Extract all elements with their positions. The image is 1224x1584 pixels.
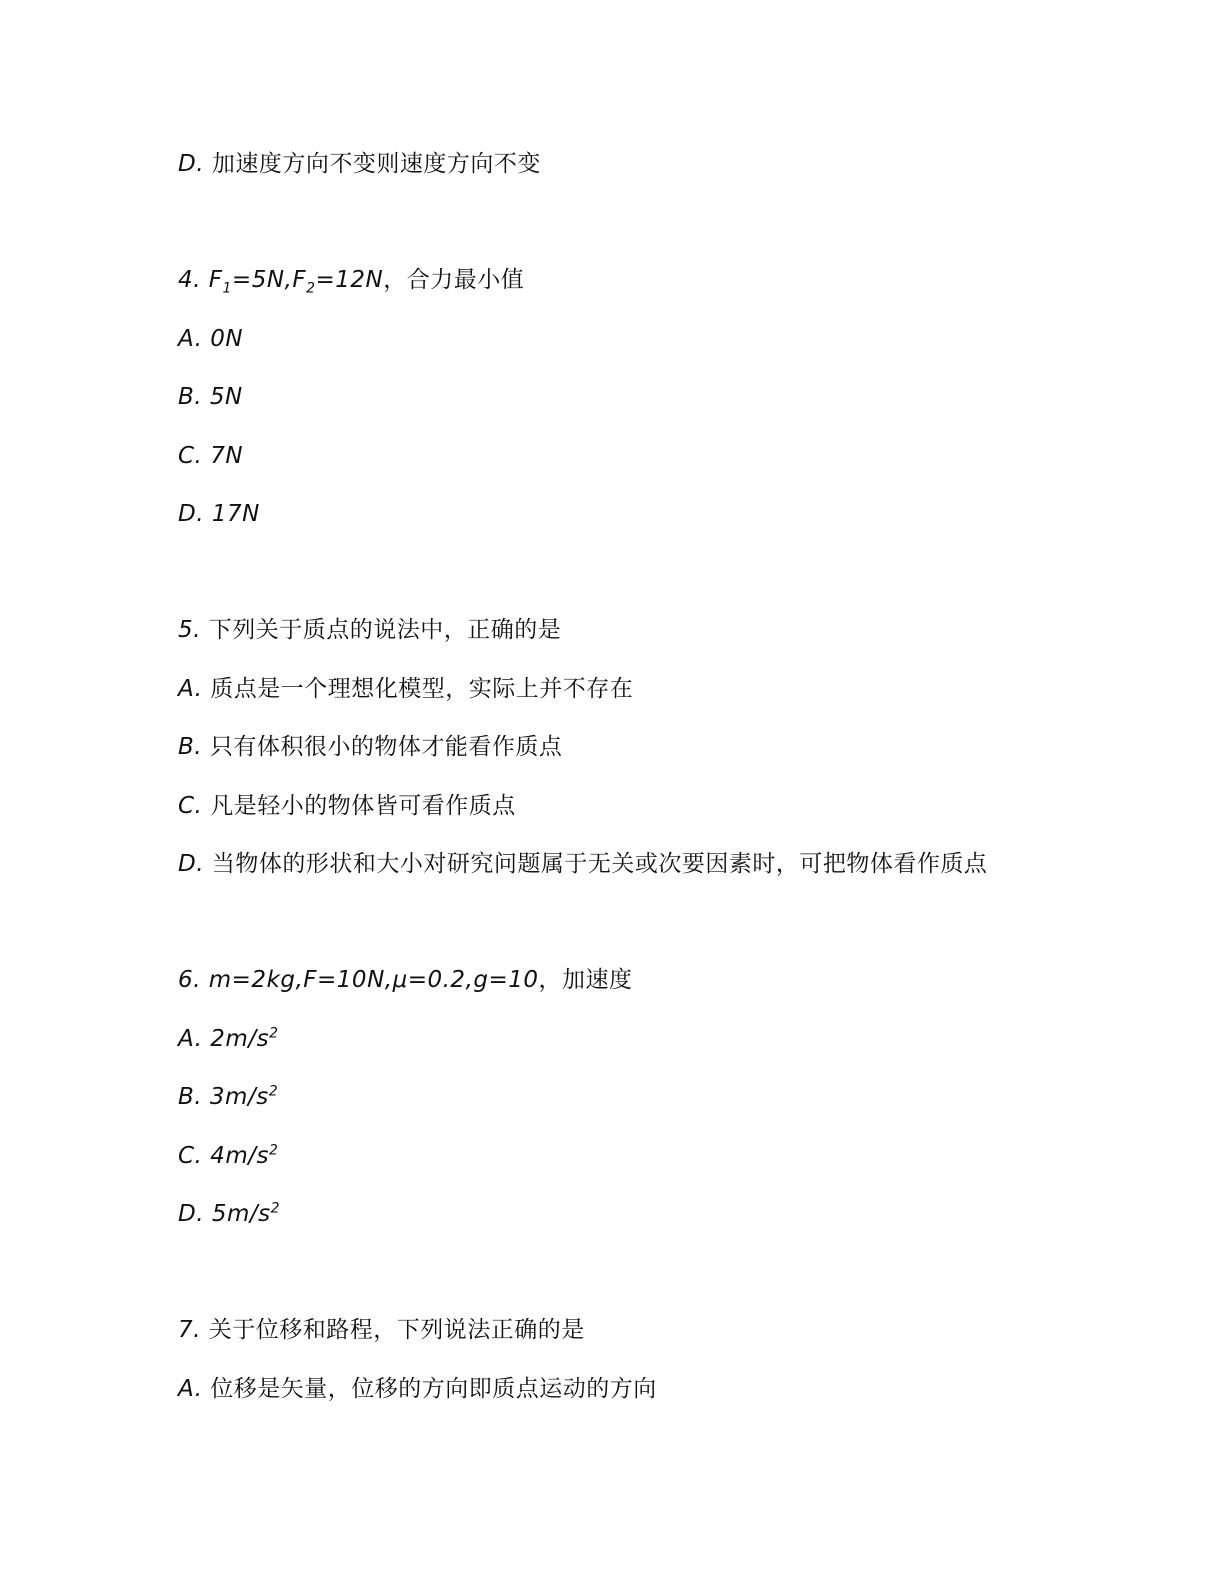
question-text: ，加速度: [538, 967, 633, 993]
option-label: D.: [178, 1201, 212, 1227]
question-number: 5.: [178, 617, 209, 643]
option-label: D.: [178, 501, 212, 527]
option-text: 当物体的形状和大小对研究问题属于无关或次要因素时，可把物体看作质点: [211, 851, 988, 877]
option-text: 加速度方向不变则速度方向不变: [211, 151, 541, 177]
exponent: 2: [268, 1083, 279, 1100]
option-value: 2m/s: [210, 1026, 270, 1052]
option-label: A.: [178, 676, 211, 702]
option-label: B.: [178, 1084, 210, 1110]
q4-stem: [178, 264, 524, 296]
q5-option-a: [178, 673, 633, 705]
question-text: ，合力最小值: [383, 267, 525, 293]
f2-subscript: 2: [306, 280, 316, 297]
q3-option-d: [178, 148, 541, 180]
option-label: A.: [178, 326, 211, 352]
q5-option-d: [178, 848, 987, 880]
q5-option-c: [178, 790, 516, 822]
option-label: C.: [178, 1143, 211, 1169]
option-value: 3m/s: [209, 1084, 269, 1110]
option-label: B.: [178, 384, 210, 410]
q6-option-a: [178, 1023, 279, 1055]
question-formula: 6. m=2kg,F=10N,μ=0.2,g=10: [178, 967, 539, 993]
q6-option-d: [178, 1198, 280, 1230]
option-value: 0N: [210, 326, 244, 352]
q7-option-a: [178, 1373, 657, 1405]
f2-value: =12N: [315, 267, 384, 293]
option-label: D.: [178, 151, 212, 177]
option-label: A.: [178, 1376, 211, 1402]
option-value: 17N: [211, 501, 260, 527]
exponent: 2: [268, 1142, 279, 1159]
f1-subscript: 1: [222, 280, 232, 297]
f1-symbol: F: [208, 267, 223, 293]
q7-stem: [178, 1314, 585, 1346]
exponent: 2: [270, 1200, 281, 1217]
q6-option-c: [178, 1140, 278, 1172]
q5-stem: [178, 614, 561, 646]
option-value: 5m/s: [211, 1201, 271, 1227]
q4-option-d: [178, 498, 260, 530]
exponent: 2: [269, 1025, 279, 1042]
option-label: B.: [178, 734, 210, 760]
option-label: C.: [178, 793, 211, 819]
option-label: C.: [178, 443, 211, 469]
question-number: 4.: [178, 267, 209, 293]
option-label: A.: [178, 1026, 211, 1052]
option-text: 位移是矢量，位移的方向即质点运动的方向: [210, 1376, 657, 1402]
option-text: 质点是一个理想化模型，实际上并不存在: [210, 676, 634, 702]
f-middle: =5N,F: [231, 267, 307, 293]
q4-option-a: [178, 323, 243, 355]
q6-stem: [178, 964, 633, 996]
q6-option-b: [178, 1081, 278, 1113]
option-value: 7N: [210, 443, 244, 469]
option-text: 凡是轻小的物体皆可看作质点: [210, 793, 516, 819]
question-text: 下列关于质点的说法中，正确的是: [208, 617, 562, 643]
option-label: D.: [178, 851, 212, 877]
question-number: 7.: [178, 1317, 209, 1343]
q4-option-c: [178, 440, 243, 472]
option-text: 只有体积很小的物体才能看作质点: [209, 734, 563, 760]
question-text: 关于位移和路程，下列说法正确的是: [208, 1317, 585, 1343]
option-value: 5N: [209, 384, 243, 410]
q4-option-b: [178, 381, 243, 413]
q5-option-b: [178, 731, 562, 763]
option-value: 4m/s: [210, 1143, 269, 1169]
